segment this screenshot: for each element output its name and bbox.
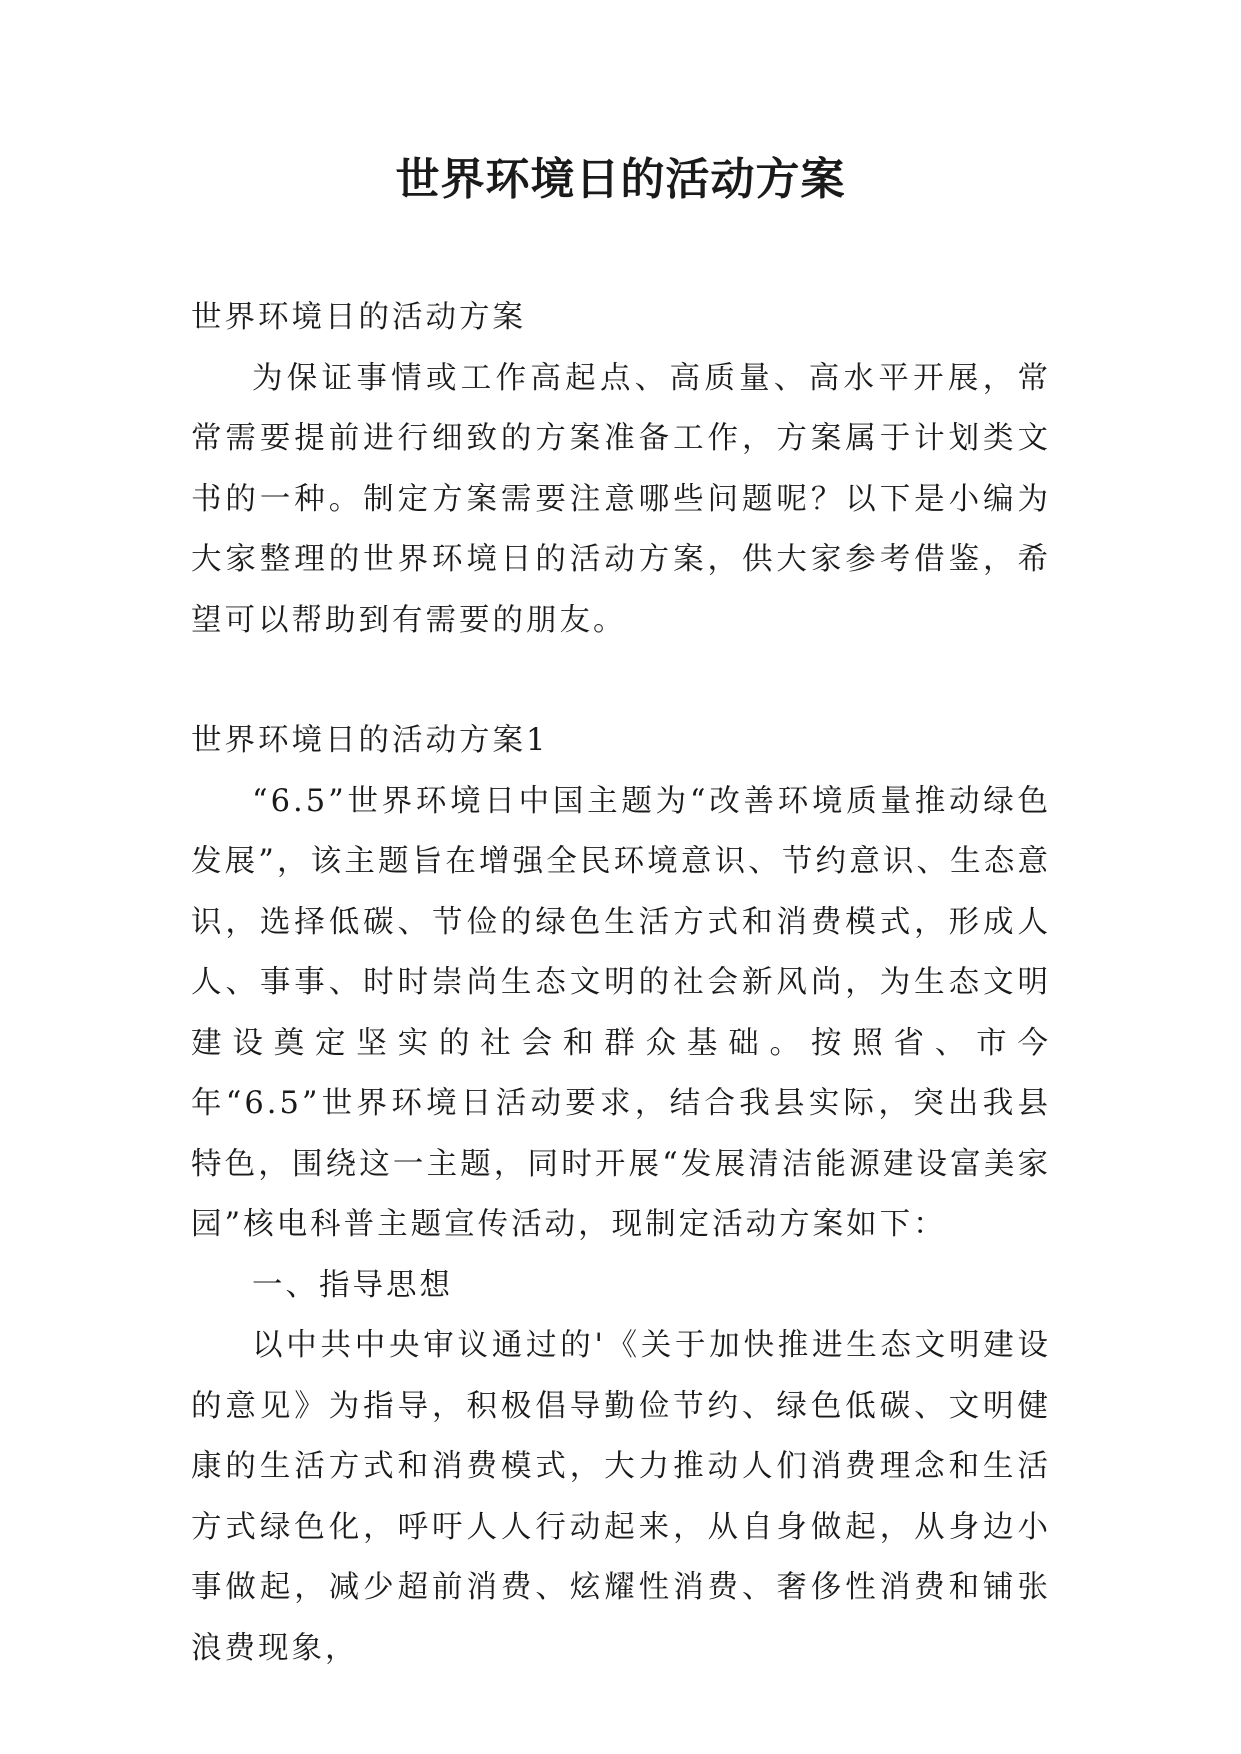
section-paragraph: “6.5”世界环境日中国主题为“改善环境质量推动绿色发展”，该主题旨在增强全民环境意识、节约意识、生态意识，选择低碳、节俭的绿色生活方式和消费模式，形成人人、事事、时时崇尚生态文明的社会新风尚，为生态文明建设奠定坚实的社会和群众基础。按照省、市今年“6.5”世界环境日活动要求，结合我县实际，突出我县特色，围绕这一主题，同时开展“发展清洁能源建设富美家园”核电科普主题宣传活动，现制定活动方案如下： — [191, 783, 1051, 1242]
intro-paragraph: 为保证事情或工作高起点、高质量、高水平开展，常常需要提前进行细致的方案准备工作，方案属于计划类文书的一种。制定方案需要注意哪些问题呢？以下是小编为大家整理的世界环境日的活动方案，供大家参考借鉴，希望可以帮助到有需要的朋友。 — [191, 360, 1051, 638]
part-heading: 一、指导思想 — [252, 1267, 453, 1303]
document-title: 世界环境日的活动方案 — [395, 154, 846, 205]
document-subtitle: 世界环境日的活动方案 — [191, 300, 526, 335]
section-heading: 世界环境日的活动方案1 — [191, 723, 549, 758]
document-body — [191, 288, 1051, 1679]
paragraph-gap — [191, 651, 1051, 711]
part-paragraph: 以中共中央审议通过的'《关于加快推进生态文明建设的意见》为指导，积极倡导勤俭节约、绿色低碳、文明健康的生活方式和消费模式，大力推动人们消费理念和生活方式绿色化，呼吁人人行动起来，从自身做起，从身边小事做起，减少超前消费、炫耀性消费、奢侈性消费和铺张浪费现象， — [191, 1328, 1051, 1666]
